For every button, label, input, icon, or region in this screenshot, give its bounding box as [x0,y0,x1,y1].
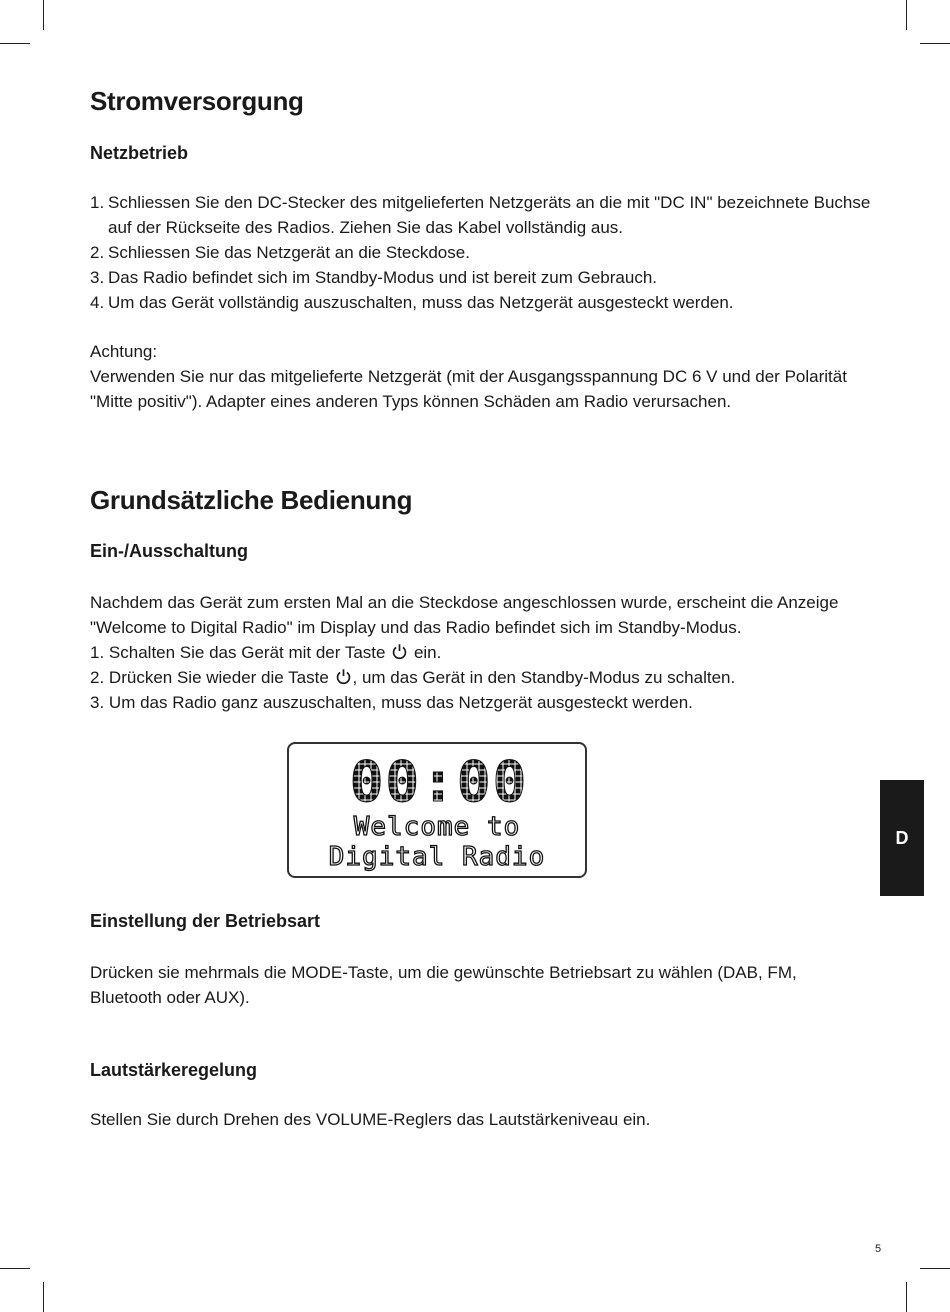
step-text: Schliessen Sie den DC-Stecker des mitgelieferten Netzgeräts an die mit "DC IN" bezeichnete Buchse auf der Rückseite des Radios. Ziehen Sie das Kabel vollständig aus. [108,193,871,237]
step-number: 1. [90,643,105,662]
step-text: Schliessen Sie das Netzgerät an die Steckdose. [108,243,470,262]
list-item [90,190,880,240]
step-number: 2. [90,243,105,262]
step-text: ein. [413,643,442,662]
warning-label: Achtung: [90,342,158,361]
lcd-line-1: Welcome to [353,812,521,842]
crop-mark [920,1268,950,1269]
volume-text: Stellen Sie durch Drehen des VOLUME-Reglers das Lautstärkeniveau ein. [90,1110,651,1129]
crop-mark [0,43,30,44]
step-number: 3. [90,268,105,287]
list-item [90,640,880,665]
basics-section-title: Grundsätzliche Bedienung [90,485,413,515]
lcd-time-text: 00:00 [349,758,529,806]
mode-subheading: Einstellung der Betriebsart [90,911,321,931]
step-text: , um das Gerät in den Standby-Modus zu schalten. [352,668,736,687]
lcd-time [347,758,531,806]
onoff-intro-line: "Welcome to Digital Radio" im Display und das Radio befindet sich im Standby-Modus. [90,618,742,637]
crop-mark [43,1282,44,1312]
power-icon [335,668,352,685]
language-tab-label: D [895,827,909,848]
power-steps-list [90,190,880,315]
lcd-display [287,742,587,878]
power-subheading: Netzbetrieb [90,143,189,163]
step-text: Drücken Sie wieder die Taste [108,668,329,687]
list-item [90,240,880,265]
crop-mark [906,0,907,30]
list-item [90,290,880,315]
list-item [90,265,880,290]
warning-text: Verwenden Sie nur das mitgelieferte Netzgerät (mit der Ausgangsspannung DC 6 V und der Polarität "Mitte positiv"). Adapter eines anderen Typs können Schäden am Radio verursachen. [90,367,847,411]
step-number: 3. [90,693,105,712]
crop-mark [0,1268,30,1269]
list-item [90,690,880,715]
onoff-intro-line: Nachdem das Gerät zum ersten Mal an die Steckdose angeschlossen wurde, erscheint die Anzeige [90,593,839,612]
step-number: 1. [90,193,105,212]
onoff-subheading: Ein-/Ausschaltung [90,541,249,561]
power-section-title: Stromversorgung [90,86,304,116]
step-text: Schalten Sie das Gerät mit der Taste [108,643,386,662]
crop-mark [43,0,44,30]
step-text: Um das Radio ganz auszuschalten, muss das Netzgerät ausgesteckt werden. [108,693,693,712]
language-tab [880,780,924,896]
step-text: Das Radio befindet sich im Standby-Modus und ist bereit zum Gebrauch. [108,268,657,287]
page-number: 5 [875,1243,882,1255]
crop-mark [920,43,950,44]
step-text: Um das Gerät vollständig auszuschalten, muss das Netzgerät ausgesteckt werden. [108,293,734,312]
onoff-body [90,590,880,715]
mode-text: Drücken sie mehrmals die MODE-Taste, um die gewünschte Betriebsart zu wählen (DAB, FM, Bluetooth oder AUX). [90,963,797,1007]
lcd-line-2: Digital Radio [328,842,546,872]
crop-mark [906,1282,907,1312]
step-number: 4. [90,293,105,312]
volume-subheading: Lautstärkeregelung [90,1060,258,1080]
power-icon [391,643,408,660]
step-number: 2. [90,668,105,687]
list-item [90,665,880,690]
